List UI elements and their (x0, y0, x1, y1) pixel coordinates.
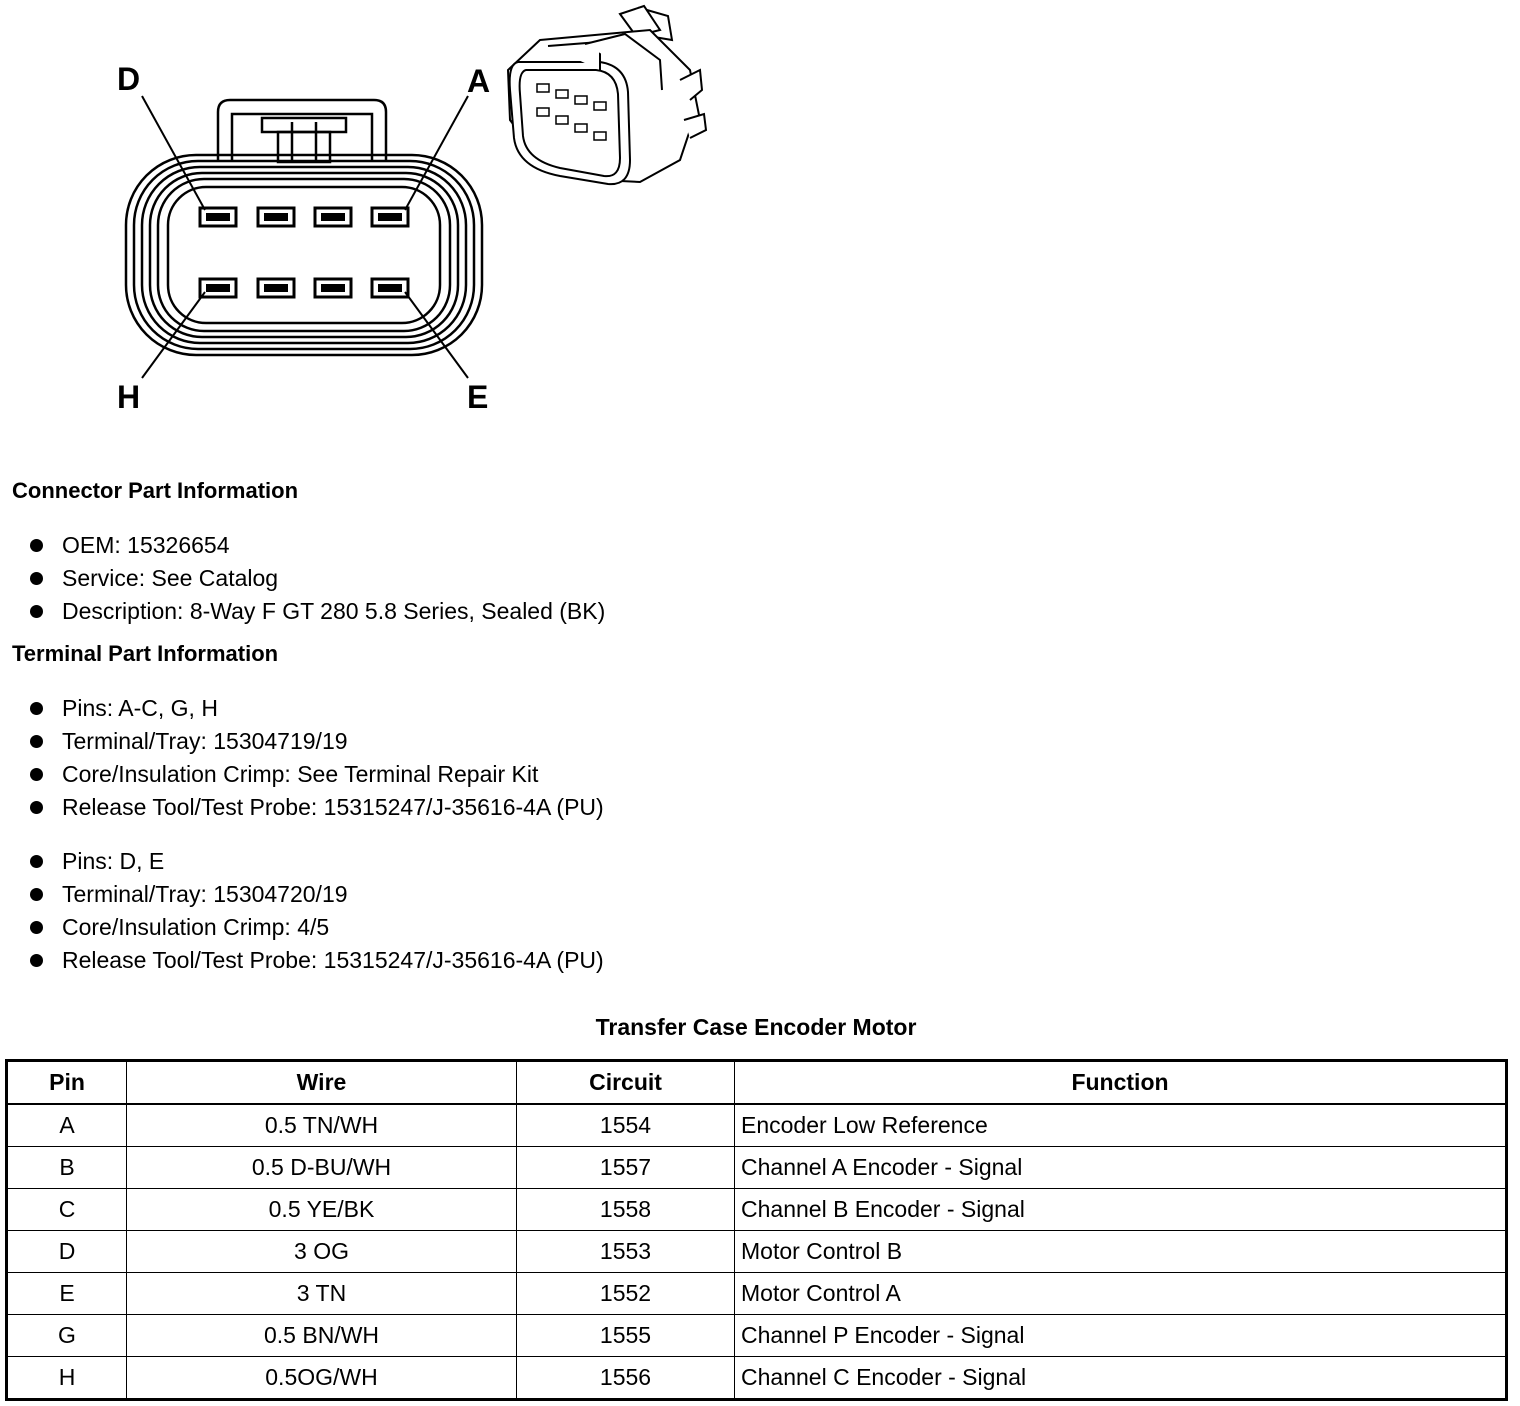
cell-pin: E (7, 1273, 127, 1315)
list-item: Terminal/Tray: 15304719/19 (30, 725, 604, 758)
list-item: Release Tool/Test Probe: 15315247/J-35616-4A (PU) (30, 791, 604, 824)
cell-pin: G (7, 1315, 127, 1357)
cell-pin: C (7, 1189, 127, 1231)
cell-wire: 0.5 D-BU/WH (127, 1147, 517, 1189)
header-function: Function (735, 1061, 1507, 1105)
cell-circuit: 1553 (517, 1231, 735, 1273)
pinout-table (5, 1059, 1508, 1401)
connector-diagram (0, 0, 760, 440)
header-pin: Pin (7, 1061, 127, 1105)
table-row (7, 1231, 1507, 1273)
connector-info-title: Connector Part Information (12, 478, 299, 503)
cell-circuit: 1552 (517, 1273, 735, 1315)
bullet-icon (30, 801, 43, 814)
cell-pin: A (7, 1104, 127, 1147)
bullet-icon (30, 605, 43, 618)
cell-function: Channel P Encoder - Signal (735, 1315, 1507, 1357)
pin-cavities (200, 208, 408, 297)
list-item: OEM: 15326654 (30, 529, 605, 562)
cell-circuit: 1557 (517, 1147, 735, 1189)
bullet-icon (30, 572, 43, 585)
terminal-info-title: Terminal Part Information (12, 641, 279, 666)
cell-wire: 0.5 BN/WH (127, 1315, 517, 1357)
terminal-info-list-1 (30, 692, 604, 824)
cell-function: Motor Control A (735, 1273, 1507, 1315)
pin-label-h: H (117, 379, 141, 415)
connector-face (126, 100, 482, 355)
table-row (7, 1315, 1507, 1357)
bullet-icon (30, 539, 43, 552)
cell-wire: 0.5 TN/WH (127, 1104, 517, 1147)
cell-circuit: 1555 (517, 1315, 735, 1357)
header-circuit: Circuit (517, 1061, 735, 1105)
cell-function: Channel C Encoder - Signal (735, 1357, 1507, 1400)
table-row (7, 1189, 1507, 1231)
cell-wire: 0.5OG/WH (127, 1357, 517, 1400)
list-item: Service: See Catalog (30, 562, 605, 595)
pin-label-d: D (117, 61, 141, 97)
bullet-icon (30, 888, 43, 901)
cell-pin: D (7, 1231, 127, 1273)
list-item: Pins: A-C, G, H (30, 692, 604, 725)
list-item: Pins: D, E (30, 845, 604, 878)
cell-function: Channel B Encoder - Signal (735, 1189, 1507, 1231)
cell-circuit: 1556 (517, 1357, 735, 1400)
bullet-icon (30, 768, 43, 781)
terminal-info-list-2 (30, 845, 604, 977)
list-item: Core/Insulation Crimp: See Terminal Repair Kit (30, 758, 604, 791)
cell-pin: H (7, 1357, 127, 1400)
pin-label-e: E (467, 379, 489, 415)
cell-wire: 0.5 YE/BK (127, 1189, 517, 1231)
connector-info-list (30, 529, 605, 628)
bullet-icon (30, 735, 43, 748)
bullet-icon (30, 921, 43, 934)
header-wire: Wire (127, 1061, 517, 1105)
table-row (7, 1104, 1507, 1147)
table-title: Transfer Case Encoder Motor (595, 1014, 917, 1040)
cell-function: Channel A Encoder - Signal (735, 1147, 1507, 1189)
cell-circuit: 1558 (517, 1189, 735, 1231)
connector-3d-view (508, 6, 706, 184)
cell-circuit: 1554 (517, 1104, 735, 1147)
cell-wire: 3 OG (127, 1231, 517, 1273)
list-item: Terminal/Tray: 15304720/19 (30, 878, 604, 911)
bullet-icon (30, 702, 43, 715)
cell-wire: 3 TN (127, 1273, 517, 1315)
list-item: Description: 8-Way F GT 280 5.8 Series, Sealed (BK) (30, 595, 605, 628)
table-row (7, 1357, 1507, 1400)
cell-pin: B (7, 1147, 127, 1189)
list-item: Release Tool/Test Probe: 15315247/J-35616-4A (PU) (30, 944, 604, 977)
pin-label-a: A (467, 63, 491, 99)
bullet-icon (30, 954, 43, 967)
table-row (7, 1147, 1507, 1189)
list-item: Core/Insulation Crimp: 4/5 (30, 911, 604, 944)
cell-function: Encoder Low Reference (735, 1104, 1507, 1147)
cell-function: Motor Control B (735, 1231, 1507, 1273)
bullet-icon (30, 855, 43, 868)
table-row (7, 1273, 1507, 1315)
table-header-row (7, 1061, 1507, 1105)
